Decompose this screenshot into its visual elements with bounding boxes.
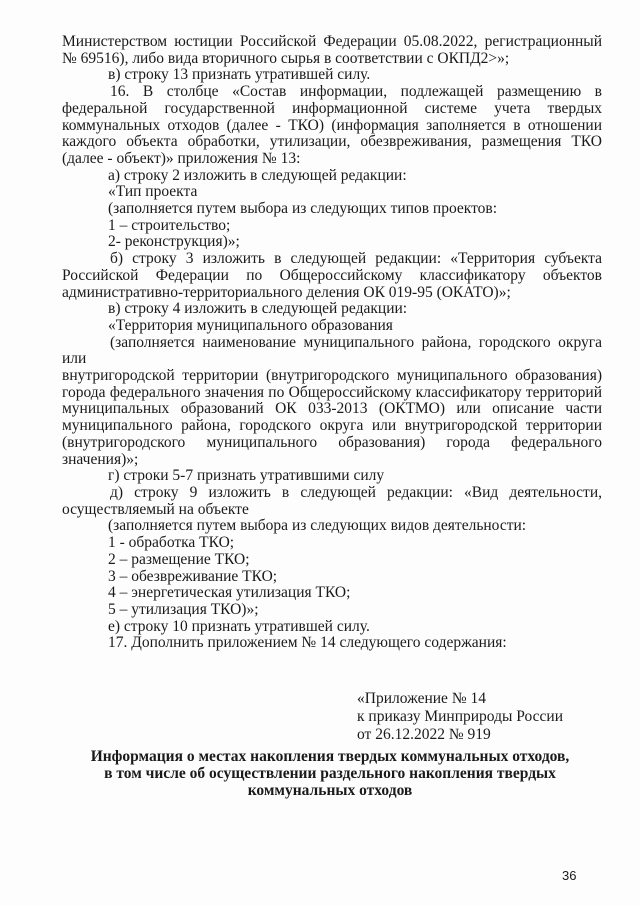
text-line: (заполняется путем выбора из следующих видов деятельности:: [108, 517, 527, 535]
document-body: [62, 34, 602, 652]
section-title: [80, 748, 580, 799]
section-title-line: в том числе об осуществлении раздельного накопления твердых: [104, 765, 556, 782]
text-line: «Территория муниципального образования: [108, 316, 393, 334]
text-line: федеральной государственной информационной системе учета твердых: [62, 99, 602, 117]
text-line: значения)»;: [62, 450, 139, 468]
text-line: 4 – энергетическая утилизация ТКО;: [108, 584, 351, 602]
text-line: 1 – строительство;: [108, 216, 231, 234]
appendix-number: «Приложение № 14: [357, 690, 486, 707]
text-line: 1 - обработка ТКО;: [108, 534, 235, 552]
text-line: б) строку 3 изложить в следующей редакции: «Территория субъекта: [110, 250, 602, 268]
text-line: муниципального района, городского округа или внутригородской территории: [62, 417, 602, 435]
text-line: 3 – обезвреживание ТКО;: [108, 567, 278, 585]
text-line: (заполняется путем выбора из следующих типов проектов:: [108, 200, 498, 218]
text-line: д) строку 9 изложить в следующей редакции: «Вид деятельности,: [110, 483, 602, 501]
text-line: 2 – размещение ТКО;: [108, 550, 250, 568]
appendix-order-ref: к приказу Минприроды России: [357, 708, 564, 725]
appendix-order-date: от 26.12.2022 № 919: [357, 726, 491, 743]
text-line: внутригородской территории (внутригородского муниципального образования): [62, 367, 602, 385]
text-line: а) строку 2 изложить в следующей редакции:: [108, 166, 407, 184]
text-line: 17. Дополнить приложением № 14 следующего содержания:: [108, 634, 507, 652]
text-line: Российской Федерации по Общероссийскому классификатору объектов: [62, 266, 602, 284]
appendix-header: [357, 690, 563, 744]
section-title-line: коммунальных отходов: [247, 782, 413, 799]
text-line: административно-территориального деления ОК 019-95 (ОКАТО)»;: [62, 283, 511, 301]
text-line: г) строки 5-7 признать утратившими силу: [108, 467, 385, 485]
text-line: 2- реконструкция)»;: [108, 233, 240, 251]
text-line: № 69516), либо вида вторичного сырья в соответствии с ОКПД2>»;: [62, 49, 510, 67]
page-number: 36: [562, 868, 577, 883]
text-line: 16. В столбце «Состав информации, подлежащей размещению в: [110, 83, 602, 101]
text-line: каждого объекта обработки, утилизации, обезвреживания, размещения ТКО: [62, 133, 602, 151]
text-line: в) строку 4 изложить в следующей редакции:: [108, 300, 408, 318]
section-title-line: Информация о местах накопления твердых коммунальных отходов,: [90, 748, 570, 765]
text-line: (далее - объект)» приложения № 13:: [62, 149, 301, 167]
text-line: (заполняется наименование муниципального района, городского округа или: [62, 333, 602, 368]
text-line: е) строку 10 признать утратившей силу.: [108, 617, 370, 635]
text-line: Министерством юстиции Российской Федерации 05.08.2022, регистрационный: [62, 33, 602, 50]
text-line: осуществляемый на объекте: [62, 500, 249, 518]
text-line: (внутригородского муниципального образования) города федерального: [62, 433, 602, 451]
text-line: «Тип проекта: [108, 183, 198, 201]
text-line: коммунальных отходов (далее - ТКО) (информация заполняется в отношении: [62, 116, 602, 134]
text-line: города федерального значения по Общероссийскому классификатору территорий: [62, 383, 602, 401]
text-line: муниципальных образований ОК 033-2013 (ОКТМО) или описание части: [62, 400, 602, 418]
text-line: в) строку 13 признать утратившей силу.: [108, 66, 371, 84]
text-line: 5 – утилизация ТКО)»;: [108, 600, 259, 618]
